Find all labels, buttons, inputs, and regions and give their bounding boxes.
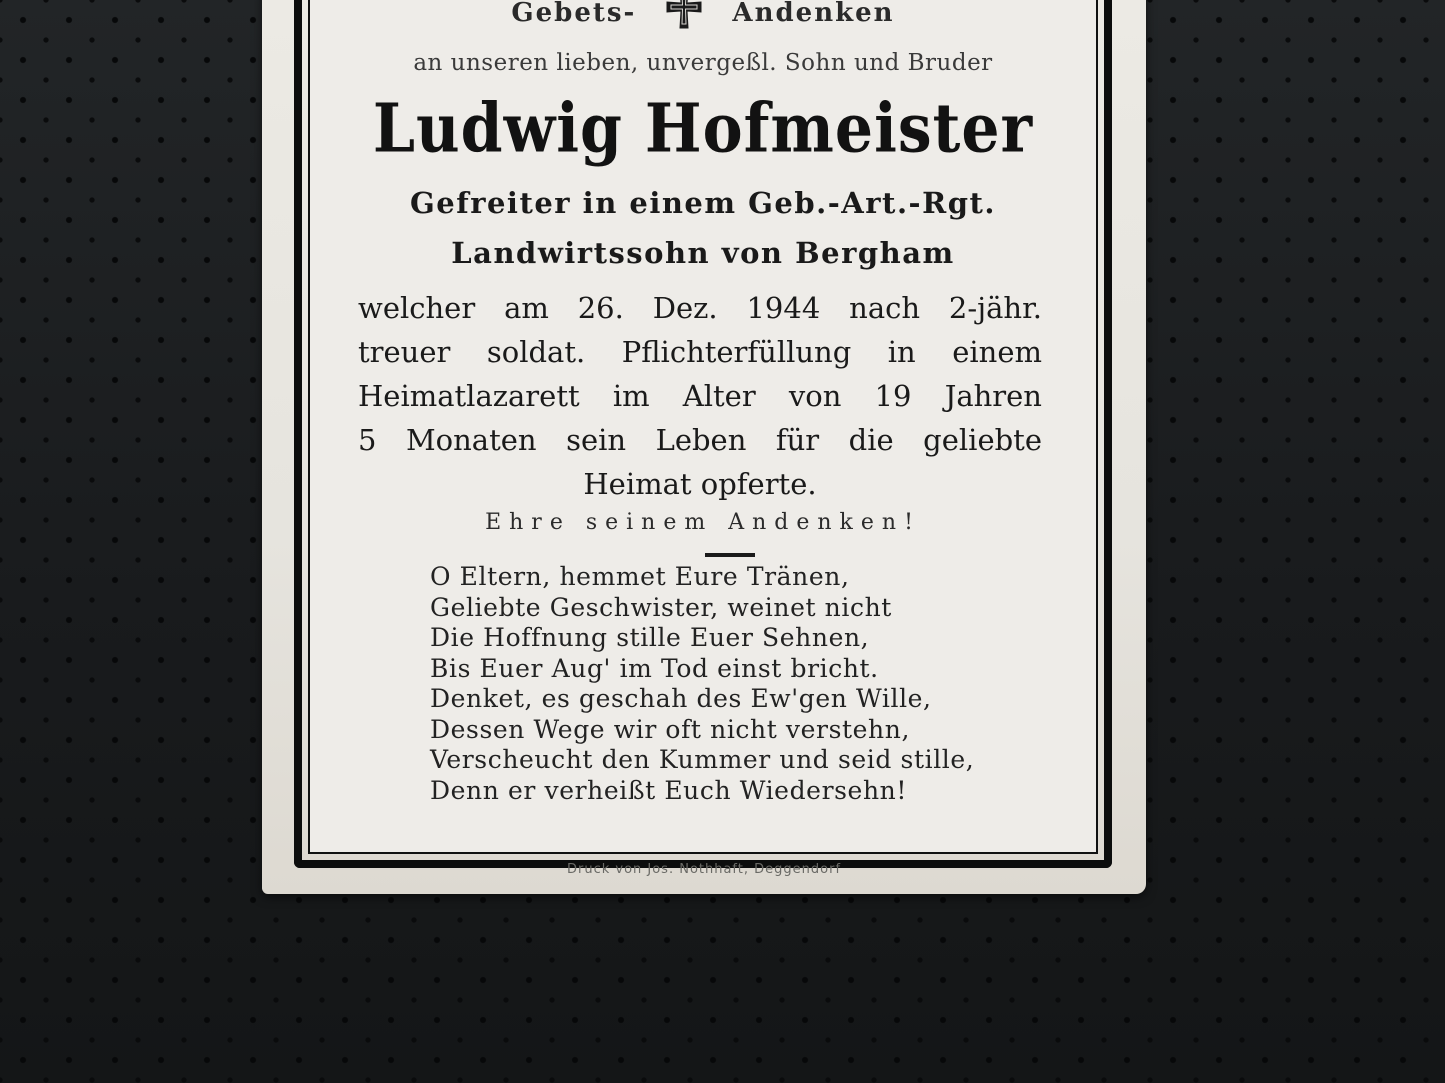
obituary-line: treuer soldat. Pflichterfüllung in einem [358, 335, 1042, 369]
poem-line: O Eltern, hemmet Eure Tränen, [430, 562, 850, 591]
obituary-line: Heimatlazarett im Alter von 19 Jahren [358, 379, 1042, 413]
header-right-word: Andenken [732, 0, 895, 28]
poem-line: Denket, es geschah des Ew'gen Wille, [430, 684, 932, 713]
poem-line: Geliebte Geschwister, weinet nicht [430, 592, 892, 622]
poem [430, 562, 974, 806]
printer-imprint: Druck von Jos. Nothhaft, Deggendorf [566, 862, 842, 877]
honor-line: Ehre seinem Andenken! [485, 510, 921, 535]
divider-rule [705, 553, 755, 557]
iron-cross-icon [665, 0, 703, 30]
poem-line: Dessen Wege wir oft nicht verstehn, [430, 714, 911, 744]
header-left-word: Gebets- [511, 0, 637, 28]
card-header [310, 0, 1096, 34]
obituary-line: Heimat opferte. [583, 467, 817, 501]
military-rank: Gefreiter in einem Geb.-Art.-Rgt. [410, 186, 996, 220]
poem-line: Die Hoffnung stille Euer Sehnen, [430, 623, 870, 652]
mourning-border [294, 0, 1112, 868]
dedication-line: an unseren lieben, unvergeßl. Sohn und Bruder [413, 50, 993, 76]
obituary-line: welcher am 26. Dez. 1944 nach 2-jähr. [358, 291, 1042, 325]
obituary-line: 5 Monaten sein Leben für die geliebte [358, 423, 1042, 457]
card-text-panel [308, 0, 1098, 854]
card-content [310, 0, 1096, 852]
poem-line: Denn er verheißt Euch Wiedersehn! [430, 775, 908, 805]
obituary-text [358, 286, 1042, 506]
deceased-name: Ludwig Hofmeister [372, 89, 1034, 169]
origin-line: Landwirtssohn von Bergham [451, 236, 955, 270]
poem-line: Verscheucht den Kummer und seid stille, [430, 745, 975, 774]
poem-line: Bis Euer Aug' im Tod einst bricht. [430, 653, 879, 683]
